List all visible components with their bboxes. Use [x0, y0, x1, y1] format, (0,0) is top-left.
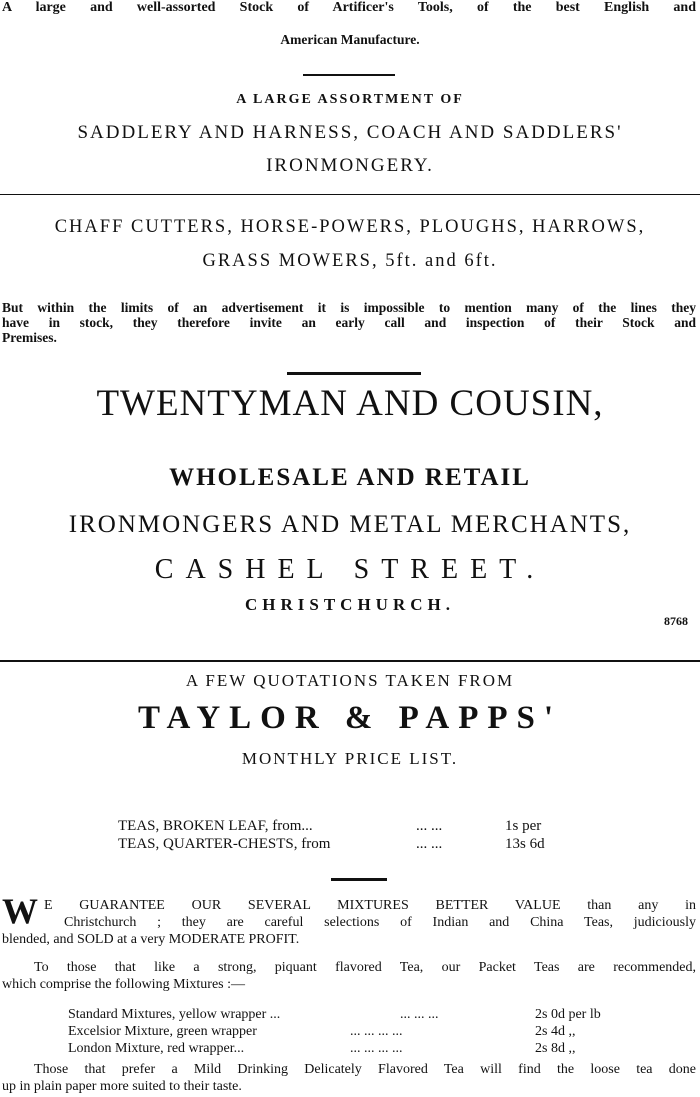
guarantee-line-3: blended, and SOLD at a very MODERATE PROFIT.	[2, 932, 300, 947]
packet-line-1: To those that like a strong, piquant flavored Tea, our Packet Teas are recommended,	[34, 960, 696, 975]
firm-trade: WHOLESALE AND RETAIL	[169, 464, 531, 491]
quote-dots: ... ...	[416, 818, 443, 834]
guarantee-line-1: E GUARANTEE OUR SEVERAL MIXTURES BETTER VALUE than any in	[44, 898, 696, 913]
quote-dots: ... ...	[416, 836, 443, 852]
firm-city: CHRISTCHURCH.	[245, 595, 455, 614]
saddlery-line-1: SADDLERY AND HARNESS, COACH AND SADDLERS'	[77, 122, 623, 143]
saddlery-line-2: IRONMONGERY.	[266, 155, 434, 176]
tea-company: TAYLOR & PAPPS'	[137, 700, 563, 736]
notice-line-3: Premises.	[2, 330, 57, 345]
firm-description: IRONMONGERS AND METAL MERCHANTS,	[68, 511, 632, 538]
mixture-dots: ... ... ... ...	[350, 1041, 403, 1056]
assortment-heading: A LARGE ASSORTMENT OF	[236, 92, 464, 107]
mild-line-1: Those that prefer a Mild Drinking Delicately Flavored Tea will find the loose tea done	[34, 1062, 696, 1077]
mixture-name: Standard Mixtures, yellow wrapper ...	[68, 1007, 281, 1022]
divider	[287, 372, 421, 375]
divider	[0, 194, 700, 195]
tea-list-title: MONTHLY PRICE LIST.	[241, 749, 459, 768]
mixture-price: 2s 0d per lb	[535, 1007, 601, 1022]
mixture-dots: ... ... ... ...	[350, 1024, 403, 1039]
mixture-price: 2s 8d ,,	[535, 1041, 576, 1056]
intro-line-1: A large and well-assorted Stock of Artificer's Tools, of the best English and	[2, 0, 696, 15]
notice-line-1: But within the limits of an advertisement it is impossible to mention many of the lines they	[2, 300, 696, 315]
quote-item: TEAS, BROKEN LEAF, from...	[118, 818, 313, 834]
notice-line-2: have in stock, they therefore invite an early call and inspection of their Stock and	[2, 315, 696, 330]
intro-line-2: American Manufacture.	[280, 32, 420, 47]
guarantee-line-2: Christchurch ; they are careful selections of Indian and China Teas, judiciously	[64, 915, 696, 930]
drop-cap: W	[2, 891, 38, 931]
quote-price: 1s per	[505, 818, 542, 834]
mild-line-2: up in plain paper more suited to their taste.	[2, 1079, 242, 1094]
mixture-name: London Mixture, red wrapper...	[68, 1041, 245, 1056]
chaff-line-2: GRASS MOWERS, 5ft. and 6ft.	[202, 251, 498, 271]
mixture-name: Excelsior Mixture, green wrapper	[68, 1024, 257, 1039]
divider	[0, 660, 700, 662]
ad-number: 8768	[664, 614, 688, 628]
firm-name: TWENTYMAN AND COUSIN,	[96, 383, 604, 424]
packet-line-2: which comprise the following Mixtures :—	[2, 977, 246, 992]
divider	[303, 74, 395, 76]
quote-item: TEAS, QUARTER-CHESTS, from	[118, 836, 331, 852]
firm-street: CASHEL STREET.	[154, 554, 546, 585]
quote-price: 13s 6d	[505, 836, 545, 852]
chaff-line-1: CHAFF CUTTERS, HORSE-POWERS, PLOUGHS, HARROWS,	[54, 217, 646, 237]
divider	[331, 878, 387, 881]
tea-intro: A FEW QUOTATIONS TAKEN FROM	[185, 671, 515, 690]
mixture-dots: ... ... ...	[400, 1007, 439, 1022]
mixture-price: 2s 4d ,,	[535, 1024, 576, 1039]
